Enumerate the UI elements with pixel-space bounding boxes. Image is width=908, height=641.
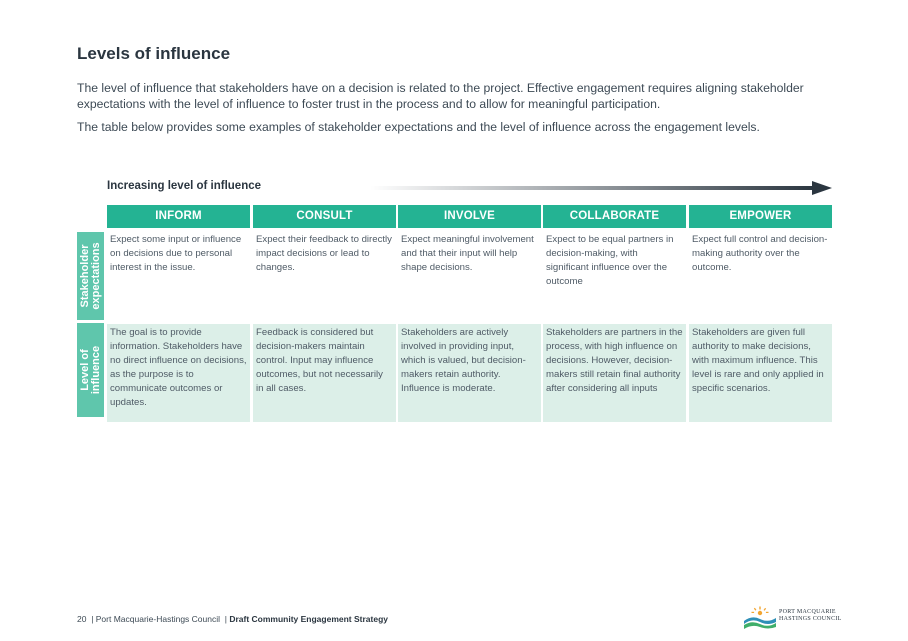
- council-logo: [742, 606, 842, 630]
- influence-empower: Stakeholders are given full authority to make decisions, with maximum influence. This level is rare and only applied in specific scenarios.: [689, 324, 832, 422]
- page-footer: 20 | Port Macquarie-Hastings Council | Draft Community Engagement Strategy: [77, 614, 389, 624]
- influence-collaborate: Stakeholders are partners in the process, with high influence on decisions. However, decision-makers still retain final authority after considering all inputs: [543, 324, 686, 422]
- influence-consult: Feedback is considered but decision-makers maintain control. Input may influence outcomes, but not necessarily in all cases.: [253, 324, 396, 422]
- header-involve: INVOLVE: [398, 205, 541, 228]
- logo-line-1: PORT MACQUARIE: [779, 609, 836, 615]
- footer-doc-title: Draft Community Engagement Strategy: [229, 614, 389, 624]
- increasing-influence-label: Increasing level of influence: [107, 180, 262, 192]
- page-number: 20: [77, 614, 87, 624]
- expectation-involve: Expect meaningful involvement and that their input will help shape decisions.: [398, 233, 541, 321]
- expectation-consult: Expect their feedback to directly impact decisions or lead to changes.: [253, 233, 396, 321]
- influence-inform: The goal is to provide information. Stakeholders have no direct influence on decisions, as the purpose is to communicate outcomes or updates.: [107, 324, 250, 422]
- header-inform: INFORM: [107, 205, 250, 228]
- row-label-stakeholder-expectations: Stakeholder expectations: [77, 232, 104, 320]
- intro-paragraph-1: The level of influence that stakeholders have on a decision is related to the project. Effective engagement requires aligning stakeholder expectations with the level of influence to foster trust in the process and to allow for meaningful participation.: [77, 81, 804, 111]
- header-consult: CONSULT: [253, 205, 396, 228]
- council-logo-icon: [742, 606, 778, 630]
- logo-line-2: HASTINGS COUNCIL: [779, 616, 842, 622]
- expectation-collaborate: Expect to be equal partners in decision-making, with significant influence over the outcome: [543, 233, 686, 321]
- page-title: Levels of influence: [77, 44, 231, 63]
- intro-paragraph-2: The table below provides some examples of stakeholder expectations and the level of influence across the engagement levels.: [77, 120, 760, 134]
- expectation-empower: Expect full control and decision-making authority over the outcome.: [689, 233, 832, 321]
- increasing-influence-arrow-icon: [370, 181, 832, 195]
- expectation-inform: Expect some input or influence on decisions due to personal interest in the issue.: [107, 233, 250, 321]
- header-empower: EMPOWER: [689, 205, 832, 228]
- header-collaborate: COLLABORATE: [543, 205, 686, 228]
- influence-involve: Stakeholders are actively involved in providing input, which is valued, but decision-makers retain authority. Influence is moderate.: [398, 324, 541, 422]
- row-label-level-of-influence: Level of influence: [77, 323, 104, 417]
- footer-org: Port Macquarie-Hastings Council: [95, 614, 221, 624]
